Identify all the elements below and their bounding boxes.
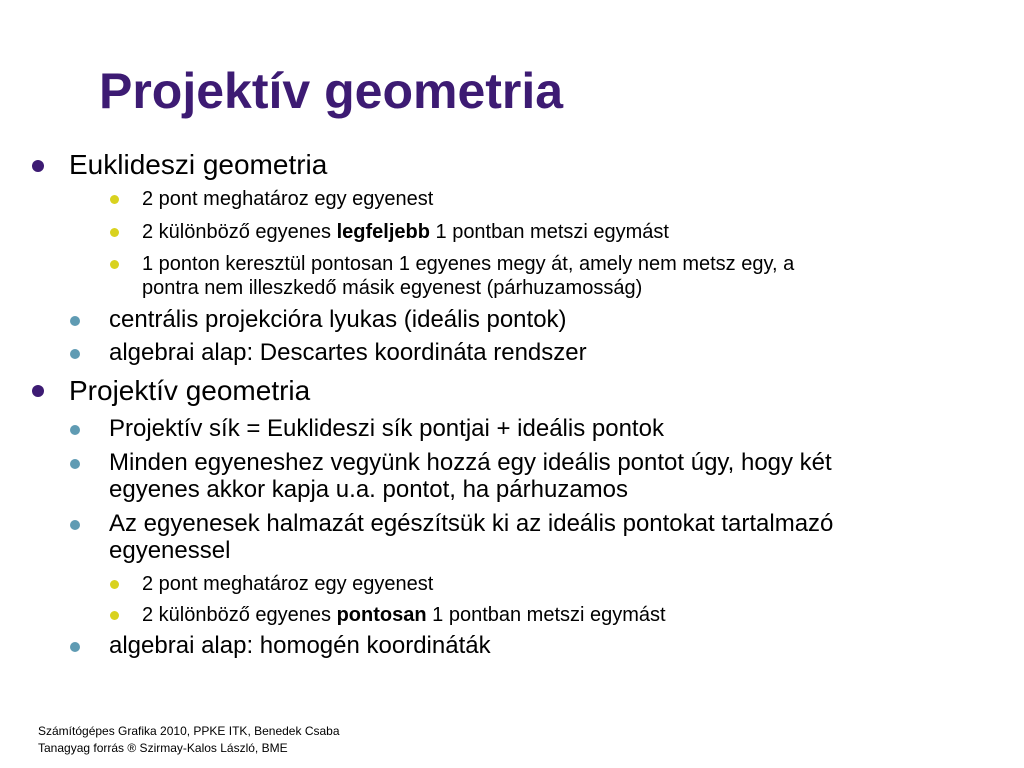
bullet-level2-icon [70, 425, 80, 435]
bullet-level3-icon [110, 195, 119, 204]
bullet-level1-icon [32, 160, 44, 172]
list-item-continuation: egyenes akkor kapja u.a. pontot, ha párhuzamos [109, 476, 628, 503]
bullet-level2-icon [70, 520, 80, 530]
bullet-level2-icon [70, 459, 80, 469]
emphasis-text: pontosan [336, 604, 427, 626]
list-item-text: 2 különböző egyenes [142, 221, 337, 243]
bullet-level3-icon [110, 228, 119, 237]
bullet-level3-icon [110, 611, 119, 620]
bullet-level3-icon [110, 580, 119, 589]
list-item: Az egyenesek halmazát egészítsük ki az ideális pontokat tartalmazó [109, 510, 834, 537]
list-item: Minden egyeneshez vegyünk hozzá egy ideális pontot úgy, hogy két [109, 449, 832, 476]
list-item: 2 pont meghatároz egy egyenest [142, 188, 434, 210]
list-item-continuation: pontra nem illeszkedő másik egyenest (párhuzamosság) [142, 277, 643, 299]
list-item: algebrai alap: homogén koordináták [109, 632, 491, 659]
emphasis-text: legfeljebb [336, 221, 430, 243]
list-item [142, 220, 669, 244]
list-item-continuation: egyenessel [109, 537, 231, 564]
list-item: 2 pont meghatároz egy egyenest [142, 573, 434, 595]
list-item: 1 ponton keresztül pontosan 1 egyenes megy át, amely nem metsz egy, a [142, 253, 795, 275]
section-heading-projektiv: Projektív geometria [69, 375, 311, 406]
list-item-text: 1 pontban metszi egymást [429, 221, 669, 243]
list-item-text: 1 pontban metszi egymást [426, 604, 666, 626]
list-item-text: 2 különböző egyenes [142, 604, 337, 626]
bullet-level3-icon [110, 260, 119, 269]
list-item: centrális projekcióra lyukas (ideális pontok) [109, 306, 567, 333]
list-item: algebrai alap: Descartes koordináta rendszer [109, 339, 587, 366]
footer-source: Tanagyag forrás ® Szirmay-Kalos László, BME [38, 741, 288, 755]
bullet-level1-icon [32, 385, 44, 397]
footer-credit: Számítógépes Grafika 2010, PPKE ITK, Benedek Csaba [38, 724, 340, 738]
bullet-level2-icon [70, 349, 80, 359]
bullet-level2-icon [70, 642, 80, 652]
slide-title: Projektív geometria [99, 63, 564, 119]
list-item [142, 603, 666, 627]
section-heading-euklideszi: Euklideszi geometria [69, 149, 328, 180]
list-item: Projektív sík = Euklideszi sík pontjai + ideális pontok [109, 415, 664, 442]
bullet-level2-icon [70, 316, 80, 326]
